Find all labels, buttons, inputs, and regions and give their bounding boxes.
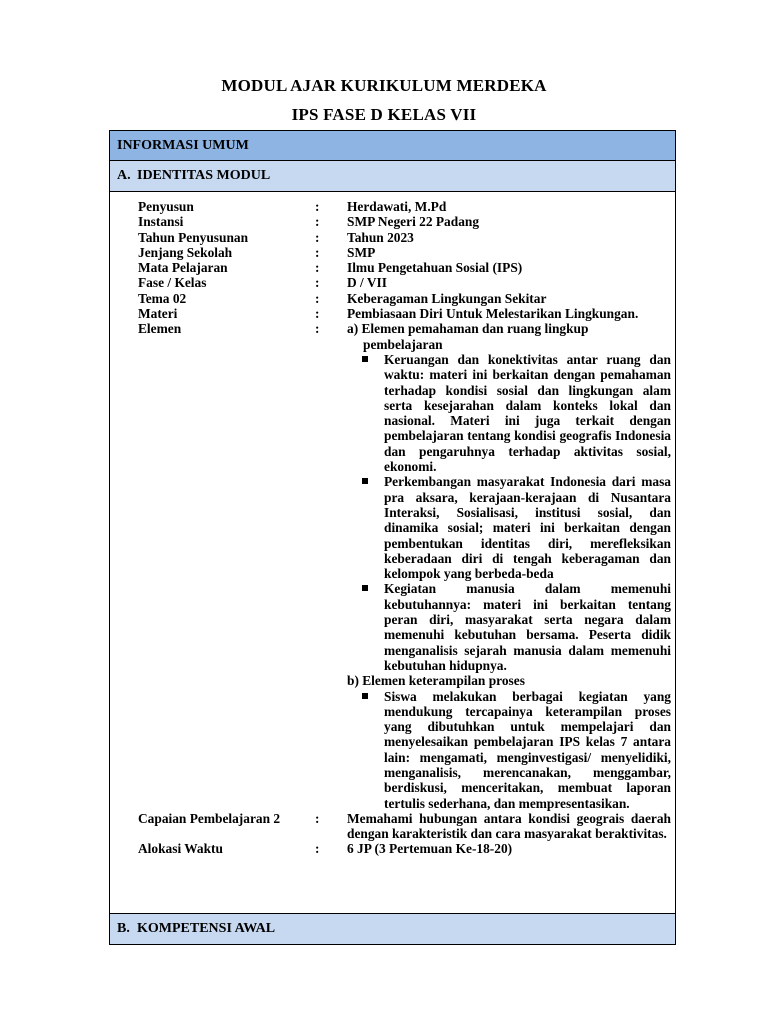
value-alokasi: 6 JP (3 Pertemuan Ke-18-20) <box>347 841 513 857</box>
value-penyusun: Herdawati, M.Pd <box>347 199 447 214</box>
value-fase: D / VII <box>347 275 387 291</box>
elemen-b-list <box>347 689 671 811</box>
row-instansi <box>110 214 675 229</box>
elemen-a-heading <box>347 321 671 352</box>
list-item <box>347 689 671 811</box>
row-jenjang <box>110 245 675 260</box>
square-bullet-icon <box>362 585 368 591</box>
row-materi <box>110 306 675 321</box>
value-tema: Keberagaman Lingkungan Sekitar <box>347 290 547 306</box>
row-mapel <box>110 260 675 275</box>
label-instansi: Instansi <box>138 214 184 230</box>
label-mapel: Mata Pelajaran <box>138 260 228 276</box>
section-a-identitas-modul <box>110 161 675 192</box>
elemen-a-list <box>347 352 671 673</box>
list-item <box>347 581 671 673</box>
list-item-text: Kegiatan manusia dalam memenuhi kebutuhannya: materi ini berkaitan tentang peran diri, masyarakat serta negara dalam memenuhi kebutuhan bersama. Peserta didik menganalisis sejarah manusia dalam memenuhi kebutuhan hidupnya. <box>384 581 671 673</box>
row-capaian <box>110 811 675 842</box>
colon: : <box>315 275 320 291</box>
section-b-title: KOMPETENSI AWAL <box>137 921 276 936</box>
colon: : <box>315 810 320 826</box>
elemen-a-heading-line2: pembelajaran <box>363 336 443 352</box>
section-b-kompetensi-awal <box>110 913 675 944</box>
colon: : <box>315 841 320 857</box>
square-bullet-icon <box>362 356 368 362</box>
row-alokasi <box>110 841 675 856</box>
row-fase <box>110 275 675 290</box>
elemen-b-heading: b) Elemen keterampilan proses <box>347 673 525 689</box>
label-tema: Tema 02 <box>138 290 187 306</box>
section-informasi-umum-label: INFORMASI UMUM <box>117 137 249 153</box>
list-item-text: Siswa melakukan berbagai kegiatan yang mendukung tercapainya keterampilan proses yang dibutuhkan untuk mempelajari dan menyelesaikan pembelajaran IPS kelas 7 antara lain: mengamati, menginvestigasi/ menyelidiki, menganalisis, merencanakan, menggambar, berdiskusi, menceritakan, membuat laporan tertulis sederhana, dan mempresentasikan. <box>384 688 671 811</box>
colon: : <box>315 306 320 322</box>
label-materi: Materi <box>138 306 178 322</box>
colon: : <box>315 290 320 306</box>
list-item <box>347 352 671 474</box>
section-a-title: IDENTITAS MODUL <box>137 168 271 183</box>
list-item <box>347 474 671 581</box>
square-bullet-icon <box>362 693 368 699</box>
colon: : <box>315 244 320 260</box>
row-penyusun <box>110 199 675 214</box>
colon: : <box>315 214 320 230</box>
list-item-text: Keruangan dan konektivitas antar ruang dan waktu: materi ini berkaitan dengan pemahaman terhadap kondisi sosial dan lingkungan alam serta kesejarahan dalam konteks lokal dan nasional. Materi ini juga terkait dengan pembelajaran tentang kondisi geografis Indonesia dan pengaruhnya terhadap aktivitas sosial, ekonomi. <box>384 351 671 475</box>
value-capaian: Memahami hubungan antara kondisi geograis daerah dengan karakteristik dan cara masyarakat beraktivitas. <box>347 810 671 842</box>
value-jenjang: SMP <box>347 244 376 260</box>
label-jenjang: Jenjang Sekolah <box>138 244 233 260</box>
section-a-prefix: A. <box>117 168 131 183</box>
value-instansi: SMP Negeri 22 Padang <box>347 214 480 230</box>
identity-content <box>110 199 675 857</box>
colon: : <box>315 321 320 337</box>
colon: : <box>315 199 320 214</box>
label-penyusun: Penyusun <box>138 199 194 214</box>
square-bullet-icon <box>362 478 368 484</box>
row-elemen <box>110 321 675 811</box>
label-capaian: Capaian Pembelajaran 2 <box>138 810 281 826</box>
label-tahun: Tahun Penyusunan <box>138 229 249 245</box>
label-elemen: Elemen <box>138 321 182 337</box>
document-title: MODUL AJAR KURIKULUM MERDEKA <box>221 76 547 95</box>
elemen-a-heading-line1: a) Elemen pemahaman dan ruang lingkup <box>347 321 589 337</box>
row-tahun <box>110 230 675 245</box>
row-tema <box>110 291 675 306</box>
document-subtitle: IPS FASE D KELAS VII <box>291 105 477 124</box>
label-alokasi: Alokasi Waktu <box>138 841 223 857</box>
section-informasi-umum <box>110 131 675 161</box>
list-item-text: Perkembangan masyarakat Indonesia dari masa pra aksara, kerajaan-kerajaan di Nusantara Interaksi, Sosialisasi, institusi sosial, dan dinamika sosial; materi ini berkaitan dengan pembentukan identitas diri, merefleksikan keberadaan diri di tengah keberagaman dan kelompok yang berbeda-beda <box>384 474 671 582</box>
value-mapel: Ilmu Pengetahuan Sosial (IPS) <box>347 260 523 276</box>
label-fase: Fase / Kelas <box>138 275 207 291</box>
section-b-prefix: B. <box>117 921 130 936</box>
colon: : <box>315 229 320 245</box>
value-materi: Pembiasaan Diri Untuk Melestarikan Lingkungan. <box>347 306 639 322</box>
module-table <box>109 130 676 945</box>
value-elemen <box>347 321 671 811</box>
value-tahun: Tahun 2023 <box>347 229 414 245</box>
colon: : <box>315 260 320 276</box>
